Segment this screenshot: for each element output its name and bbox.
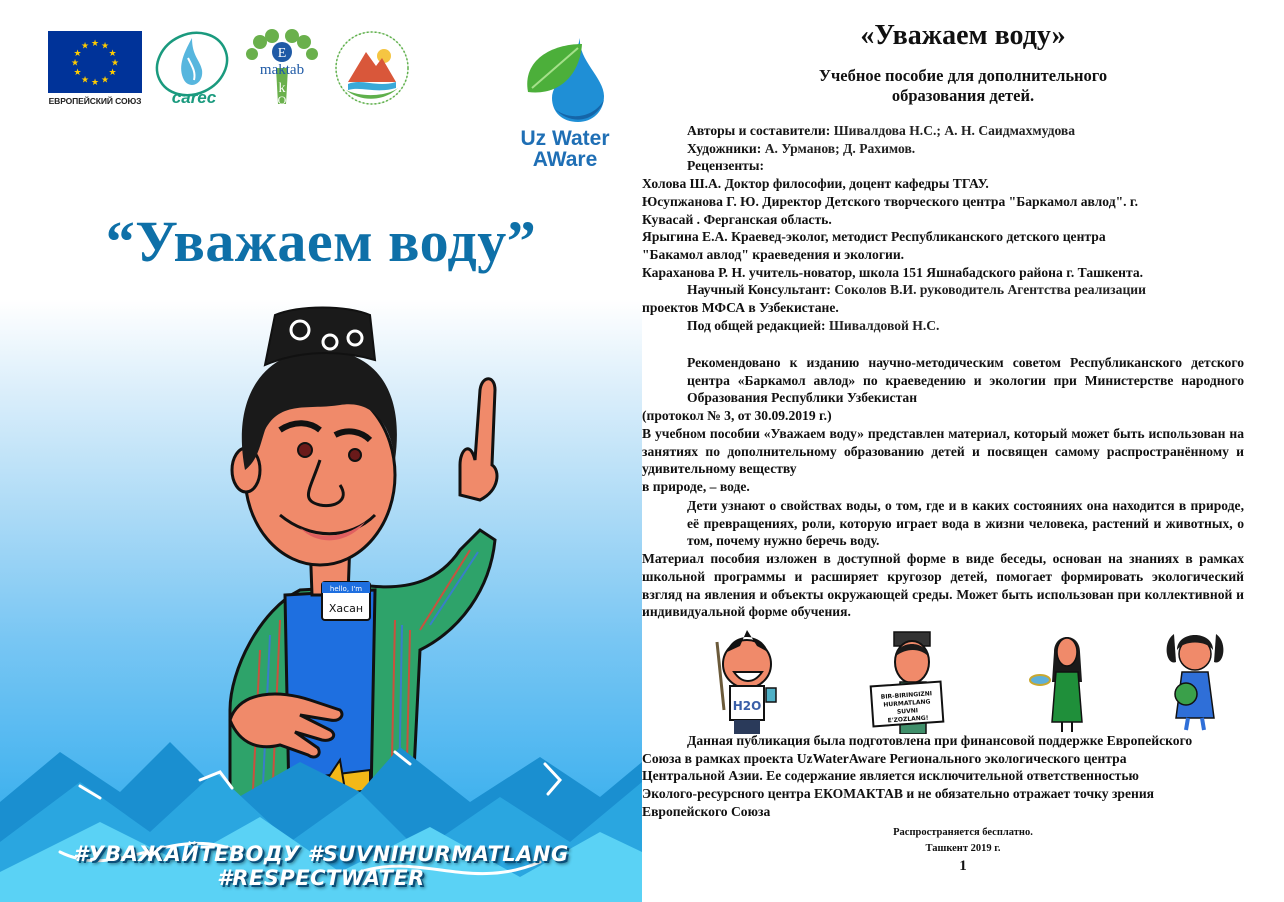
svg-text:★: ★ xyxy=(90,77,100,88)
page-number: 1 xyxy=(959,858,967,874)
publication-place-year: Ташкент 2019 г. xyxy=(925,843,1001,854)
partner-logos xyxy=(48,28,412,108)
svg-text:★: ★ xyxy=(90,38,100,49)
description-paragraph xyxy=(642,497,1244,621)
reviewer-line: Ярыгина Е.А. Краевед-эколог, методист Республиканского детского центра xyxy=(642,229,1106,245)
consultant-line xyxy=(642,281,1242,299)
document-subtitle xyxy=(642,66,1284,106)
editor-label: Под общей редакцией: xyxy=(687,317,826,333)
disclaimer-line: Союза в рамках проекта UzWaterAware Регионального экологического центра xyxy=(642,750,1127,766)
editor-line xyxy=(642,317,1242,335)
recommendation-paragraph xyxy=(642,354,1244,496)
uzwater-line2: AWare xyxy=(532,148,598,171)
man-with-sign-icon xyxy=(871,632,944,734)
svg-text:BIR-BIRINGIZNI: BIR-BIRINGIZNI xyxy=(880,690,933,701)
svg-text:★: ★ xyxy=(70,58,80,68)
svg-text:SUVNI: SUVNI xyxy=(896,707,919,716)
summary-text-end: в природе, – воде. xyxy=(642,478,750,494)
boy-character-icon xyxy=(717,630,776,734)
disclaimer-line: Данная публикация была подготовлена при финансовой поддержке Европейского xyxy=(687,733,1193,748)
subtitle-line-2: образования детей. xyxy=(891,86,1035,105)
svg-text:★: ★ xyxy=(100,75,110,85)
svg-text:★: ★ xyxy=(110,58,120,68)
artists-line xyxy=(642,140,1242,158)
subtitle-line-1: Учебное пособие для дополнительного xyxy=(818,66,1108,85)
authors-line xyxy=(642,122,1242,140)
svg-text:★: ★ xyxy=(73,48,82,59)
svg-text:HURMATLANG: HURMATLANG xyxy=(883,698,931,709)
svg-text:★: ★ xyxy=(80,75,90,85)
reviewers-label: Рецензенты: xyxy=(687,158,765,174)
eu-caption: ЕВРОПЕЙСКИЙ СОЮЗ xyxy=(48,95,142,106)
svg-text:Хасан: Хасан xyxy=(328,602,364,615)
artists-value: А. Урманов; Д. Рахимов. xyxy=(764,140,916,156)
eu-flag-icon xyxy=(48,31,142,93)
reviewer-line: "Бакамол авлод" краеведения и экологии. xyxy=(642,246,905,262)
authors-value: Шивалдова Н.С.; А. Н. Саидмахмудова xyxy=(833,123,1076,138)
name-tag xyxy=(322,582,370,620)
svg-text:hello, I'm: hello, I'm xyxy=(329,585,363,593)
authors-label: Авторы и составители: xyxy=(687,123,831,138)
characters-illustration xyxy=(662,622,1262,734)
consultant-label: Научный Консультант: xyxy=(687,282,831,298)
woman-with-bowl-icon xyxy=(1030,637,1082,732)
disclaimer-line: Центральной Азии. Ее содержание является исключительной ответственностью xyxy=(642,768,1139,784)
svg-text:E'ZOZLANG!: E'ZOZLANG! xyxy=(887,714,929,725)
disclaimer-paragraph xyxy=(642,732,1262,821)
credits-section xyxy=(642,122,1242,334)
svg-text:carec: carec xyxy=(171,88,217,107)
carec-logo xyxy=(152,28,232,108)
consultant-value: Соколов В.И. руководитель Агентства реализации xyxy=(834,282,1146,298)
disclaimer-line: Эколого-ресурсного центра ЕКОМАКТАВ и не обязательно отражает точку зрения xyxy=(642,786,1155,802)
recommendation-text: Рекомендовано к изданию научно-методическим советом Республиканского детского центра «Баркамол авлод» по краеведению и экологии при Министерстве народного Образования Республики Узбекистан xyxy=(687,355,1244,406)
reviewer-line: Караханова Р. Н. учитель-новатор, школа 151 Яшнабадского района г. Ташкента. xyxy=(642,264,1144,280)
hashtags-banner: #УВАЖАЙТЕВОДУ #SUVNIHURMATLANG #RESPECTWATER xyxy=(73,842,569,890)
uzwater-aware-logo xyxy=(500,30,630,180)
description-text-2: Материал пособия изложен в доступной форме в виде беседы, основан на знаниях в рамках школьной программы и расширяет кругозор детей, помогает формировать экологический взгляд на явления и объекты окружающей среды. Может быть использован при коллективной и индивидуальной форме обучения. xyxy=(642,551,1244,620)
svg-text:E: E xyxy=(277,46,287,61)
disclaimer-line: Европейского Союза xyxy=(642,803,771,819)
title-page xyxy=(642,0,1284,902)
uzwater-line1: Uz Water xyxy=(520,127,610,150)
svg-text:★: ★ xyxy=(73,67,82,78)
svg-text:maktab: maktab xyxy=(259,62,305,78)
girl-with-watermelon-icon xyxy=(1167,634,1224,730)
document-title: «Уважаем воду» xyxy=(860,20,1066,51)
eu-logo xyxy=(48,31,142,106)
ekomaktab-logo xyxy=(242,28,322,108)
distribution-note: Распространяется бесплатно. xyxy=(893,827,1033,838)
summary-text: В учебном пособии «Уважаем воду» представлен материал, который может быть использован на занятиях по дополнительному образованию детей и посвящен самому распространённому и удивительному веществу xyxy=(642,425,1244,477)
protocol-text: (протокол № 3, от 30.09.2019 г.) xyxy=(642,408,832,424)
consultant-value-cont: проектов МФСА в Узбекистане. xyxy=(642,300,839,316)
cover-title: “Уважаем воду” xyxy=(105,209,537,274)
svg-text:★: ★ xyxy=(100,41,110,51)
svg-text:★: ★ xyxy=(108,67,117,78)
ministry-ecology-logo xyxy=(332,28,412,108)
svg-text:★: ★ xyxy=(108,48,117,59)
reviewer-line: Кувасай . Ферганская область. xyxy=(642,211,832,227)
svg-text:O: O xyxy=(277,93,287,107)
description-text-1: Дети узнают о свойствах воды, о том, где и в каких состояниях она находится в природе, её превращениях, роли, которую играет вода в жизни человека, растений и животных, о том, почему нужно беречь воду. xyxy=(687,498,1244,549)
reviewer-line: Холова Ш.А. Доктор философии, доцент кафедры ТГАУ. xyxy=(642,176,989,192)
editor-value: Шивалдовой Н.С. xyxy=(828,317,940,333)
svg-text:k: k xyxy=(278,81,286,96)
svg-text:H2O: H2O xyxy=(732,699,762,713)
artists-label: Художники: xyxy=(687,140,762,156)
reviewer-line: Юсупжанова Г. Ю. Директор Детского творческого центра "Баркамол авлод". г. xyxy=(642,193,1138,209)
svg-text:★: ★ xyxy=(80,41,90,51)
